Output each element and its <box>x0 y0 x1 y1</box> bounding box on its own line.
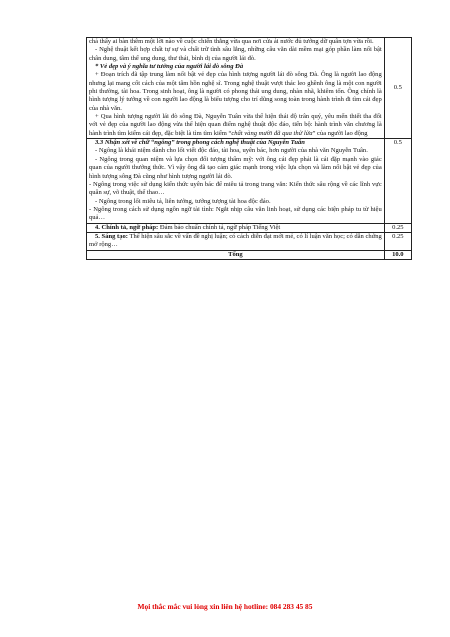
quote-text: chất vàng mười đã qua thử lửa <box>231 129 313 137</box>
hotline-footer: Mọi thắc mắc vui lòng xin liên hệ hotline: 084 283 45 85 <box>137 602 313 611</box>
paragraph: - Nghệ thuật kết hợp chất tự sự và chất trữ tình sâu lắng, những câu văn dài mềm mại góp phần làm nổi bật chân dung, tâm thế ung dung, thư thái, bình dị của người lái đò. <box>89 46 382 62</box>
content-cell <box>87 232 385 250</box>
paragraph: + Đoạn trích đã tập trung làm nổi bật vẻ đẹp của hình tượng người lái đò sông Đà. Ông là người lao động nhưng lại mang cốt cách của một tâm hồn nghệ sĩ. Trong nghệ thuật vượt thác leo ghềnh ông là một con người phi thường, tài hoa. Trong sinh hoạt, ông là người có phong thái ung dung, nhàn nhã, khiêm tốn. Ông chính là hình tượng lý tưởng về con người lao động là biểu tượng cho trí dũng song toàn trong hành trình đi tìm cái đẹp của nhà văn. <box>89 71 382 112</box>
section-heading: 3.3 Nhận xét về chữ “ngông” trong phong cách nghệ thuật của Nguyễn Tuân <box>95 139 305 147</box>
criterion-text: Đảm bảo chuẩn chính tả, ngữ pháp Tiếng Việt <box>158 223 281 231</box>
total-row <box>87 250 412 259</box>
score-cell: 0.25 <box>384 223 411 232</box>
paragraph: - Ngông là khái niệm dành cho lối viết độc đáo, tài hoa, uyên bác, hơn người của nhà văn Nguyễn Tuân. <box>95 147 368 155</box>
score-cell: 0.5 <box>384 139 411 223</box>
paragraph: - Ngông trong quan niệm và lựa chọn đối tượng thẩm mỹ: với ông cái đẹp phải là cái đặp mạnh vào giác quan của người thưởng thức. Vì vậy ông đã tạo cảm giác mạnh trong việc lựa chọn và làm nổi bật vẻ đẹp của hình tượng sông Đà cũng như hình tượng người lái đò. <box>89 155 382 180</box>
content-cell <box>87 223 385 232</box>
table-row <box>87 223 412 232</box>
paragraph <box>89 233 382 250</box>
total-label: Tổng <box>87 250 385 259</box>
section-heading: * Vẻ đẹp và ý nghĩa tư tưởng của người lái đò sông Đà <box>95 63 244 71</box>
score-cell: 0.5 <box>384 38 411 139</box>
criterion-text: Thể hiện sâu sắc về vấn đề nghị luận; có cách diễn đạt mới mẻ, có lí luận văn học; có dẫn chứng mở rộng… <box>89 232 382 249</box>
table-row <box>87 139 412 223</box>
content-cell <box>87 139 385 223</box>
criterion-label: 4. Chính tả, ngữ pháp: <box>95 223 159 231</box>
table-row <box>87 232 412 250</box>
total-value: 10.0 <box>384 250 411 259</box>
text-span: ” của người lao động <box>312 129 368 137</box>
table-row <box>87 38 412 139</box>
paragraph: chả thấy ai bàn thêm một lời nào về cuộc chiến thắng vừa qua nơi cửa ải nước đủ tướng dữ quân tợn vừa rồi. <box>89 38 374 45</box>
paragraph: - Ngông trong lối miêu tả, liên tưởng, tưởng tượng tài hoa độc đáo. <box>95 197 271 205</box>
paragraph <box>89 224 382 232</box>
content-cell <box>87 38 385 139</box>
text-span: + Qua hình tượng người lái đò sông Đà, Nguyễn Tuân vừa thể hiện thái độ trân quý, yêu mến thiết tha đối với vẻ đẹp của người lao động vừa thể hiện quan điểm nghệ thuật độc đáo, tiến bộ: hành trình văn chương là hành trình tìm kiếm cái đẹp, đặc biệt là tìm tìm kiếm “ <box>89 113 382 137</box>
grading-table <box>86 37 412 260</box>
criterion-label: 5. Sáng tạo: <box>95 232 128 240</box>
paragraph <box>89 113 382 138</box>
paragraph: - Ngông trong cách sử dụng ngôn ngữ tài tình: Ngắt nhịp câu văn linh hoạt, sử dụng các biện pháp tu từ hiệu quả… <box>89 205 382 222</box>
score-cell: 0.25 <box>384 232 411 250</box>
paragraph: - Ngông trong việc sử dụng kiến thức uyên bác để miêu tả trong trang văn: Kiến thức sâu rộng về các lĩnh vực quân sự, võ thuật, thể thao… <box>89 180 382 197</box>
